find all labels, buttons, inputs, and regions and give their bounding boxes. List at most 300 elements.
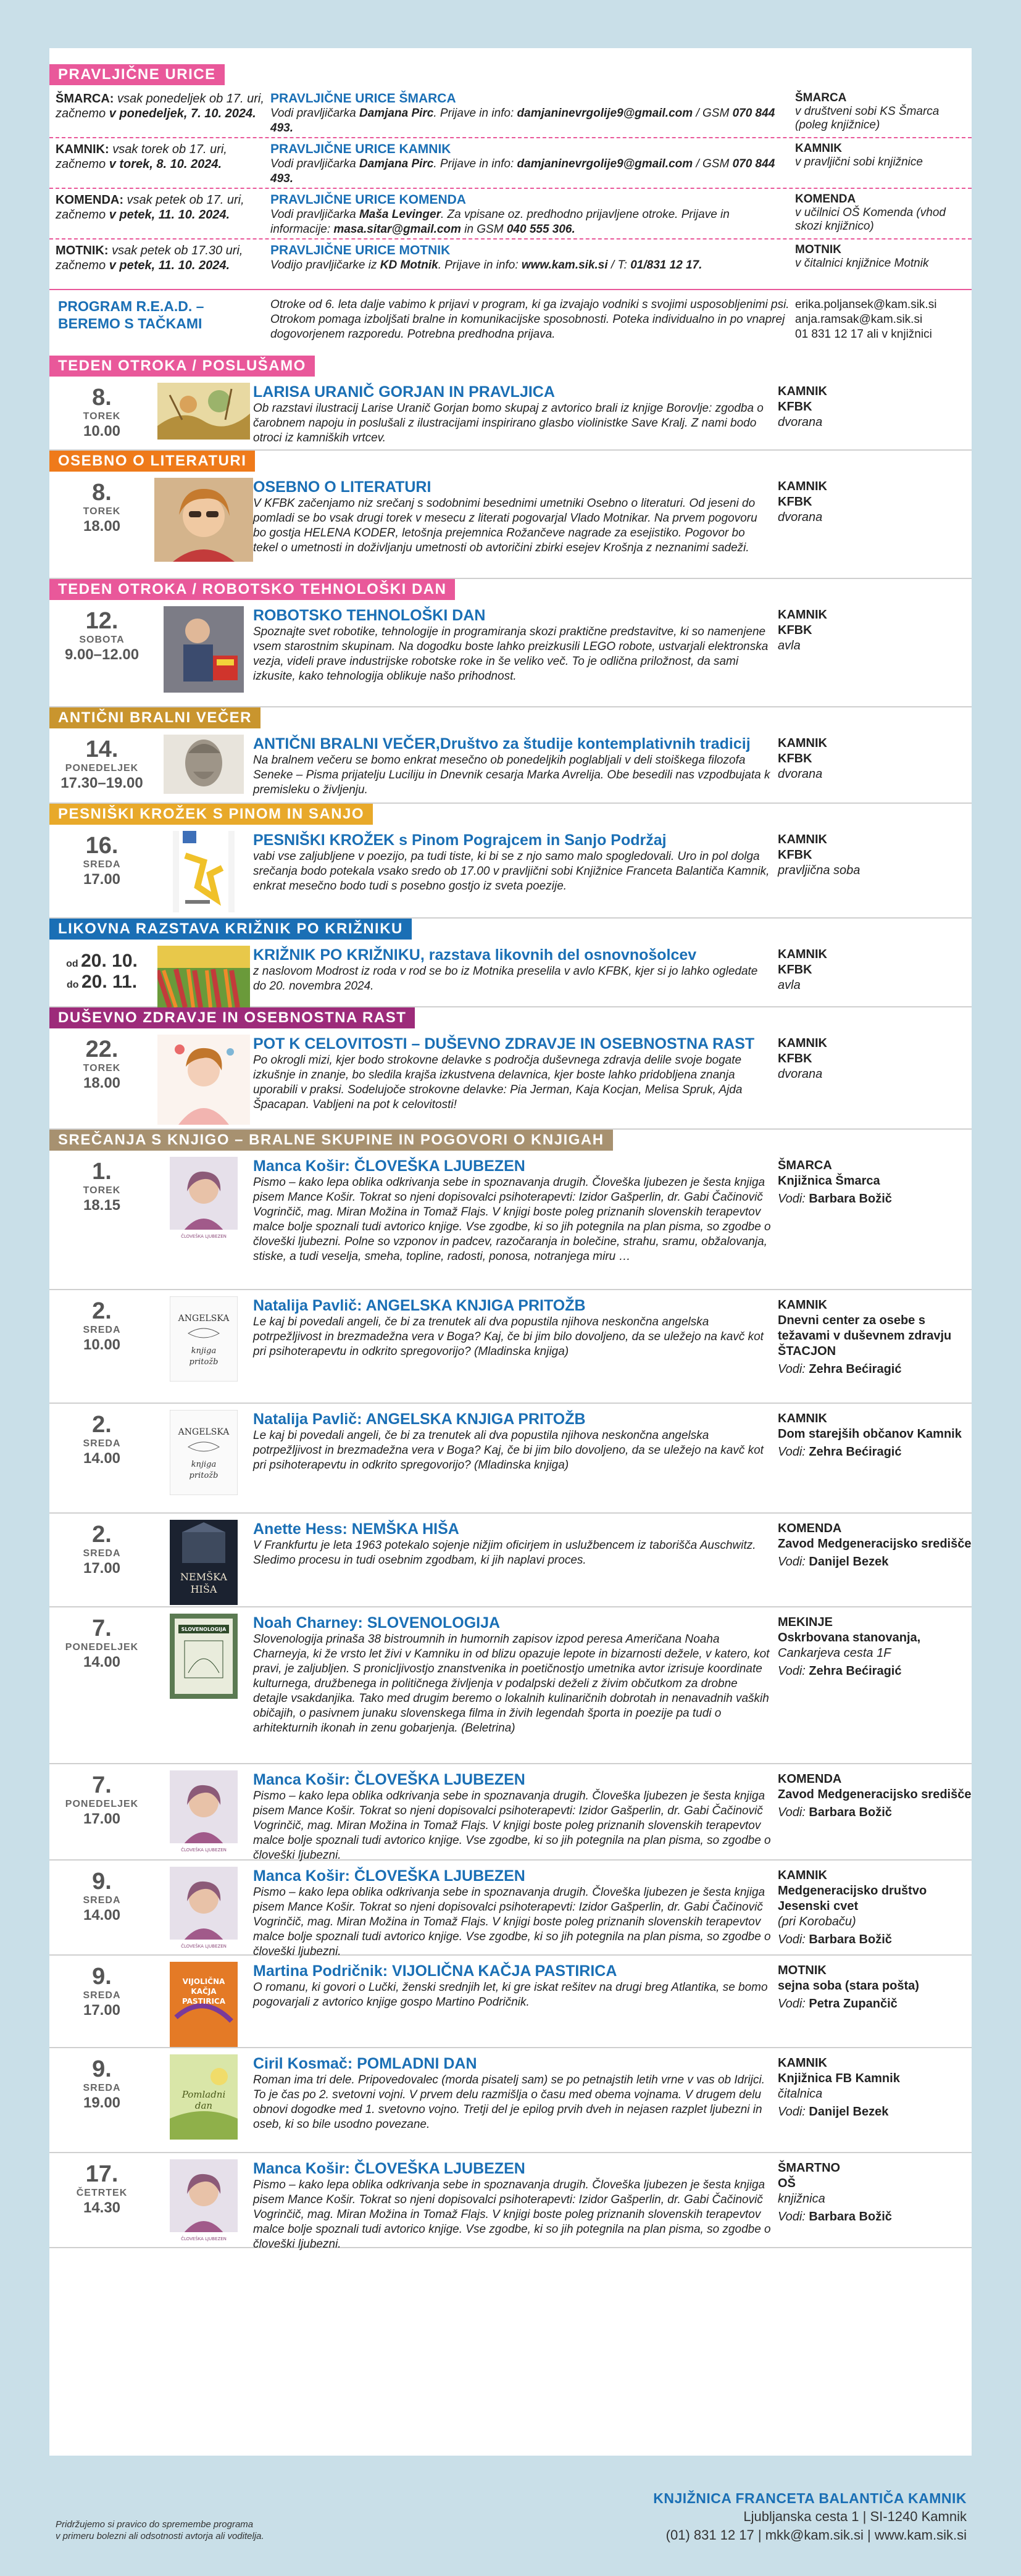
from-date: 20. 10.	[81, 951, 138, 971]
from-label: od	[66, 959, 78, 969]
event-image	[154, 1028, 253, 1128]
read-contact-email-1[interactable]: erika.poljansek@kam.sik.si	[795, 298, 937, 311]
event-row	[49, 2048, 972, 2153]
place-venue: sejna soba (stara pošta)	[778, 1979, 919, 1993]
event-description: Slovenologija prinaša 38 bistroumnih in humornih zapisov izpod peresa Američana Noaha Charneyja, ki že vrsto let živi v Kamniku in od blizu opazuje lepote in bizarnosti dežele, v katero, kot pravi, je zaljubljen. S pronicljivostjo znanstvenika in poetičnostjo umetnika avtor izrisuje koordinate kulturnega, družbenega in političnega življenja v podalpski deželi z živim občutkom za drobne detajle vsakdanjika. Tako med drugim beremo o lokalnih kulinaričnih dobrotah in nenavadnih vaških običajih, o pasivnem junaku slovenskega filma in živih legendah športa in poezije pa tudi o arhitekturnih ikonah in zenu gobarjenja. (Beletrina)	[253, 1633, 770, 1735]
host-name: Zehra Bećiragić	[809, 1445, 902, 1459]
event-time: 18.00	[83, 518, 121, 535]
place-room: dvorana	[778, 415, 823, 429]
schedule-start: v ponedeljek, 7. 10. 2024.	[109, 107, 256, 120]
place-venue: Knjižnica FB Kamnik	[778, 2072, 900, 2085]
event-time: 19.00	[83, 2095, 121, 2111]
info-text-3: / GSM	[693, 107, 733, 120]
event-day: 9.	[92, 1964, 112, 1990]
event-title: Manca Košir: ČLOVEŠKA LJUBEZEN	[253, 1157, 525, 1175]
event-place	[778, 1028, 972, 1128]
pravljicne-title: PRAVLJIČNE URICE MOTNIK	[270, 243, 451, 257]
event-place	[778, 1514, 972, 1606]
program-page	[49, 48, 972, 2456]
schedule-start: v petek, 11. 10. 2024.	[109, 259, 230, 272]
event-description: Pismo – kako lepa oblika odkrivanja sebe in spoznavanja drugih. Človeška ljubezen je šesta knjiga pisem Mance Košir. Tokrat so njeni dopisovalci psihoterapevti: Izidor Gašperlin, dr. Gabi Čačinovič Vogrinčič, mag. Miran Možina in Tomaž Flajs. V knjigi boste poleg priznanih slovenskih terapevtov malce bolje spoznali tudi avtorico knjige. Vse zgodbe, ki so jih potegnila na plan pisma, so zgodbe o človeški ljubezni.	[253, 1886, 771, 1958]
event-host	[778, 1191, 972, 1207]
event-place	[778, 825, 972, 917]
info-text-3: in GSM	[460, 223, 507, 236]
event-description: Le kaj bi povedali angeli, če bi za trenutek ali dva popustila njihova neskončna angelska potrpežljivost in brezmadežna vera v Boga? Kaj, če bi jim bilo dovoljeno, da se uležejo na kavč kot pri psihoterapevtu in odkrito spregovorijo? (Mladinska knjiga)	[253, 1315, 764, 1358]
event-day: 2.	[92, 1522, 112, 1548]
info-text-2: . Za vpisane oz. predhodno prijavljene otroke. Prijave in informacije:	[270, 208, 730, 236]
event-description: V KFBK začenjamo niz srečanj s sodobnimi besednimi umetniki Osebno o literaturi. Od jeseni do pomladi se bo vsak drugi torek v mesecu z literati pogovarjal Vlado Motnikar. Na prvem pogovoru bo gostja HELENA KODER, letošnja prejemnica Rožančeve nagrade za esejistiko. Pogovor bo tekel o umetnosti in doživljanju umetnosti ob avtoričini zbirki esejev Krošnja z neznanimi sadeži.	[253, 497, 757, 554]
pravljicne-title: PRAVLJIČNE URICE ŠMARCA	[270, 91, 456, 106]
place-venue: Knjižnica Šmarca	[778, 1174, 880, 1188]
event-date	[49, 1607, 154, 1763]
event-day: 1.	[92, 1159, 112, 1185]
host-label: Vodi:	[778, 1997, 809, 2011]
place-venue: Dnevni center za osebe s težavami v duševnem zdravju ŠTACJON	[778, 1314, 952, 1358]
section-header: TEDEN OTROKA / ROBOTSKO TEHNOLOŠKI DAN	[49, 579, 455, 600]
event-row	[49, 600, 972, 707]
place-venue: KFBK	[778, 752, 812, 765]
event-time: 18.15	[83, 1197, 121, 1214]
host-name: Barbara Božič	[809, 1192, 892, 1206]
location-room: v društveni sobi KS Šmarca (poleg knjižnice)	[795, 105, 940, 131]
event-image	[154, 2153, 253, 2247]
event-description: vabi vse zaljubljene v poezijo, pa tudi tiste, ki bi se z njo samo malo spogledovali. Uro in pol dolga srečanja bodo potekala vsako sredo ob 17.00 v pravljični sobi Knjižnice Franceta Balantiča Kamnik, enkrat mesečno bodo tudi s posebno gostjo iz sveta poezije.	[253, 850, 770, 893]
place-town: KAMNIK	[778, 1869, 827, 1882]
host-label: Vodi:	[778, 1806, 809, 1819]
to-label: do	[66, 980, 79, 990]
event-weekday: ČETRTEK	[76, 2188, 128, 2198]
event-row	[49, 1028, 972, 1130]
event-title: POT K CELOVITOSTI – DUŠEVNO ZDRAVJE IN OSEBNOSTNA RAST	[253, 1035, 755, 1052]
svg-text:knjiga: knjiga	[191, 1460, 217, 1469]
event-row	[49, 377, 972, 451]
info-phone: 040 555 306.	[506, 223, 575, 236]
event-row	[49, 1151, 972, 1290]
svg-text:NEMŠKA: NEMŠKA	[180, 1571, 227, 1583]
host-name: Barbara Božič	[809, 1806, 892, 1819]
event-body	[253, 1514, 778, 1606]
svg-text:knjiga: knjiga	[191, 1346, 217, 1356]
event-section	[49, 804, 972, 919]
event-date	[49, 1151, 154, 1289]
info-phone: 01/831 12 17.	[630, 259, 702, 272]
place-venue: OŠ	[778, 2177, 796, 2190]
place-venue: KFBK	[778, 495, 812, 509]
event-time: 10.00	[83, 1336, 121, 1353]
host-label: Vodi:	[778, 2210, 809, 2224]
svg-text:PASTIRICA: PASTIRICA	[181, 1997, 226, 2006]
host-label: Vodi:	[778, 1362, 809, 1376]
event-body	[253, 1607, 778, 1763]
event-place	[778, 1290, 972, 1403]
pravljicne-info	[265, 91, 790, 137]
host-name: Danijel Bezek	[809, 2105, 889, 2119]
read-contact-email-2[interactable]: anja.ramsak@kam.sik.si	[795, 313, 923, 326]
info-person: Damjana Pirc	[359, 107, 434, 120]
pravljicne-schedule	[49, 91, 265, 137]
schedule-place: ŠMARCA:	[56, 92, 114, 106]
event-host	[778, 1996, 972, 2012]
event-body	[253, 2048, 778, 2152]
svg-text:SLOVENOLOGIJA: SLOVENOLOGIJA	[181, 1627, 227, 1632]
svg-text:ČLOVEŠKA LJUBEZEN: ČLOVEŠKA LJUBEZEN	[181, 1848, 227, 1853]
place-room: pravljična soba	[778, 864, 861, 877]
location-room: v čitalnici knjižnice Motnik	[795, 257, 929, 270]
read-text: Otroke od 6. leta dalje vabimo k prijavi v program, ki ga izvajajo vodniki s svojimi usposobljenimi psi. Otrokom pomaga izboljšati bralne in komunikacijske sposobnosti. Poteka individualno in po vnaprej dogovorjenem razporedu. Potrebna predhodna prijava.	[270, 298, 790, 341]
event-date	[49, 472, 154, 578]
info-text-2: . Prijave in info:	[433, 157, 517, 170]
host-name: Danijel Bezek	[809, 1555, 889, 1569]
event-body	[253, 1151, 778, 1289]
place-town: KAMNIK	[778, 480, 827, 493]
event-day: 12.	[85, 608, 119, 634]
event-day: 2.	[92, 1298, 112, 1324]
event-image	[154, 1861, 253, 1954]
host-label: Vodi:	[778, 1445, 809, 1459]
svg-text:pritožb: pritožb	[189, 1357, 219, 1367]
event-title: Natalija Pavlič: ANGELSKA KNJIGA PRITOŽB	[253, 1297, 586, 1314]
event-time: 18.00	[83, 1075, 121, 1091]
event-image	[154, 1956, 253, 2047]
event-body	[253, 377, 778, 449]
event-image	[154, 1514, 253, 1606]
place-town: KOMENDA	[778, 1522, 842, 1535]
pravljicne-info	[265, 243, 790, 289]
place-room: dvorana	[778, 767, 823, 781]
event-row	[49, 825, 972, 919]
section-header: SREČANJA S KNJIGO – BRALNE SKUPINE IN POGOVORI O KNJIGAH	[49, 1130, 613, 1151]
event-title: OSEBNO O LITERATURI	[253, 478, 431, 496]
event-place	[778, 2048, 972, 2152]
footer-note	[56, 2519, 264, 2542]
event-row	[49, 1514, 972, 1607]
event-description: Pismo – kako lepa oblika odkrivanja sebe in spoznavanja drugih. Človeška ljubezen je šesta knjiga pisem Mance Košir. Tokrat so njeni dopisovalci psihoterapevti: Izidor Gašperlin, dr. Gabi Čačinovič Vogrinčič, mag. Miran Možina in Tomaž Flajs. V knjigi boste poleg priznanih slovenskih terapevtov malce bolje spoznali tudi avtorico knjige. Vse zgodbe, ki so jih potegnila na plan pisma, so zgodbe o človeški ljubezni.	[253, 2178, 771, 2251]
event-description: z naslovom Modrost iz roda v rod se bo iz Motnika preselila v avlo KFBK, kjer si jo lahko ogledate do 20. novembra 2024.	[253, 965, 758, 993]
event-host	[778, 1554, 972, 1570]
svg-text:dan: dan	[194, 2100, 213, 2111]
place-venue: Dom starejših občanov Kamnik	[778, 1427, 962, 1441]
event-day: 14.	[85, 736, 119, 762]
event-title: KRIŽNIK PO KRIŽNIKU, razstava likovnih del osnovnošolcev	[253, 946, 697, 964]
location-name: MOTNIK	[795, 243, 841, 256]
event-time: 17.00	[83, 2002, 121, 2019]
svg-text:ČLOVEŠKA LJUBEZEN: ČLOVEŠKA LJUBEZEN	[181, 1234, 227, 1239]
schedule-start: v petek, 11. 10. 2024.	[109, 208, 230, 222]
event-body	[253, 600, 778, 706]
event-title: ANTIČNI BRALNI VEČER,Društvo za študije kontemplativnih tradicij	[253, 735, 751, 752]
event-host	[778, 1805, 972, 1820]
event-row	[49, 1764, 972, 1861]
host-label: Vodi:	[778, 1192, 809, 1206]
event-place	[778, 600, 972, 706]
event-sections	[49, 356, 972, 2251]
event-host	[778, 1444, 972, 1460]
section-header: TEDEN OTROKA / POSLUŠAMO	[49, 356, 315, 377]
place-room: Cankarjeva cesta 1F	[778, 1646, 891, 1660]
event-place	[778, 1607, 972, 1763]
event-description: Po okrogli mizi, kjer bodo strokovne delavke s področja duševnega zdravja delile svoje bogate izkušnje in znanje, bo sledila krajša izkustvena delavnica, kjer boste lahko pridobljena znanja uporabili v praksi. Sodelujoče strokovne delavke: Pia Jerman, Kaja Kocjan, Melisa Spruk, Ajda Špacapan. Vabljeni na pot k celovitosti!	[253, 1054, 743, 1111]
read-title: PROGRAM R.E.A.D. – BEREMO S TAČKAMI	[58, 298, 204, 331]
event-body	[253, 825, 778, 917]
event-host	[778, 2209, 972, 2225]
event-time: 17.30–19.00	[60, 775, 143, 791]
section-header: OSEBNO O LITERATURI	[49, 451, 255, 472]
place-town: KAMNIK	[778, 1412, 827, 1425]
event-weekday: SREDA	[83, 2083, 121, 2093]
location-room: v pravljični sobi knjižnice	[795, 156, 923, 169]
info-email[interactable]: damjaninevrgolije9@gmail.com	[517, 107, 693, 120]
pravljicne-schedule	[49, 243, 265, 289]
info-person: Damjana Pirc	[359, 157, 434, 170]
host-name: Petra Zupančič	[809, 1997, 898, 2011]
event-image	[154, 1607, 253, 1763]
event-title: Natalija Pavlič: ANGELSKA KNJIGA PRITOŽB	[253, 1411, 586, 1428]
event-date	[49, 1764, 154, 1859]
schedule-start: v torek, 8. 10. 2024.	[109, 157, 222, 171]
event-row	[49, 1607, 972, 1764]
event-place	[778, 728, 972, 802]
place-room: knjižnica	[778, 2192, 825, 2206]
section-header: PESNIŠKI KROŽEK S PINOM IN SANJO	[49, 804, 373, 825]
event-title: Manca Košir: ČLOVEŠKA LJUBEZEN	[253, 2160, 525, 2177]
event-title: PESNIŠKI KROŽEK s Pinom Pograjcem in Sanjo Podržaj	[253, 832, 667, 849]
event-body	[253, 1861, 778, 1958]
event-day: 2.	[92, 1412, 112, 1438]
svg-text:ČLOVEŠKA LJUBEZEN: ČLOVEŠKA LJUBEZEN	[181, 1944, 227, 1949]
library-contact[interactable]: (01) 831 12 17 | mkk@kam.sik.si | www.kam.sik.si	[665, 2527, 967, 2543]
info-email[interactable]: damjaninevrgolije9@gmail.com	[517, 157, 693, 170]
event-day: 9.	[92, 1869, 112, 1894]
svg-text:pritožb: pritožb	[189, 1471, 219, 1480]
host-label: Vodi:	[778, 2105, 809, 2119]
event-time: 17.00	[83, 871, 121, 888]
event-date	[49, 1404, 154, 1512]
pravljicne-row	[49, 88, 972, 138]
event-row	[49, 1290, 972, 1404]
info-phone: 070 844 493.	[270, 107, 775, 135]
event-image	[154, 825, 253, 917]
event-description: Le kaj bi povedali angeli, če bi za trenutek ali dva popustila njihova neskončna angelska potrpežljivost in brezmadežna vera v Boga? Kaj, če bi jim bilo dovoljeno, da se uležejo na kavč kot pri psihoterapevtu in odkrito spregovorijo? (Mladinska knjiga)	[253, 1429, 764, 1472]
svg-text:VIJOLIČNA: VIJOLIČNA	[182, 1977, 225, 1986]
read-contact	[790, 298, 972, 356]
event-weekday: PONEDELJEK	[65, 1642, 139, 1653]
place-venue: KFBK	[778, 963, 812, 977]
info-text-3: / GSM	[693, 157, 733, 170]
event-description: Na bralnem večeru se bomo enkrat mesečno ob ponedeljkih poglabljali v deli stoiškega filozofa Seneke – Pisma prijatelju Luciliju in Dnevnik cesarja Marka Avrelija. Obe besedili nas vzpodbujata k premisleku o življenju.	[253, 754, 770, 796]
event-row	[49, 2153, 972, 2251]
event-day: 7.	[92, 1615, 112, 1641]
event-date	[49, 1861, 154, 1954]
event-time: 14.00	[83, 1654, 121, 1670]
footer-note-line-1: Pridržujemo si pravico do spremembe programa	[56, 2519, 254, 2530]
event-image	[154, 2048, 253, 2152]
svg-text:ANGELSKA: ANGELSKA	[178, 1314, 230, 1323]
schedule-text: vsak ponedeljek ob 17. uri, začnemo	[56, 92, 264, 120]
host-name: Barbara Božič	[809, 1933, 892, 1946]
location-room: v učilnici OŠ Komenda (vhod skozi knjižnico)	[795, 206, 946, 233]
event-body	[253, 1764, 778, 1862]
event-row	[49, 728, 972, 804]
event-place	[778, 472, 972, 578]
location-name: ŠMARCA	[795, 91, 847, 104]
event-row	[49, 1956, 972, 2048]
event-weekday: TOREK	[83, 411, 121, 422]
event-weekday: SREDA	[83, 1990, 121, 2001]
event-title: Ciril Kosmač: POMLADNI DAN	[253, 2055, 477, 2072]
event-title: Noah Charney: SLOVENOLOGIJA	[253, 1614, 501, 1632]
pravljicne-schedule	[49, 142, 265, 188]
host-name: Zehra Bećiragić	[809, 1362, 902, 1376]
section-header: DUŠEVNO ZDRAVJE IN OSEBNOSTNA RAST	[49, 1007, 415, 1028]
schedule-place: KOMENDA:	[56, 193, 123, 207]
place-town: KOMENDA	[778, 1772, 842, 1786]
event-image	[154, 472, 253, 578]
event-day: 8.	[92, 480, 112, 506]
event-section	[49, 1130, 972, 2251]
schedule-text: vsak petek ob 17.30 uri, začnemo	[56, 244, 243, 272]
event-host	[778, 1932, 972, 1948]
info-text-1: Vodi pravljičarka	[270, 157, 359, 170]
event-day: 17.	[85, 2161, 119, 2187]
event-place	[778, 1404, 972, 1512]
event-title: ROBOTSKO TEHNOLOŠKI DAN	[253, 607, 486, 624]
event-section	[49, 707, 972, 804]
pravljicne-row	[49, 138, 972, 189]
place-town: MOTNIK	[778, 1964, 827, 1977]
event-section	[49, 1007, 972, 1130]
event-description: V Frankfurtu je leta 1963 potekalo sojenje nižjim oficirjem in uslužbencem iz taborišča Auschwitz. Sledimo procesu in tudi osebnim zgodbam, ki jih naplavi proces.	[253, 1539, 756, 1567]
event-weekday: PONEDELJEK	[65, 763, 139, 773]
place-town: MEKINJE	[778, 1615, 833, 1629]
svg-text:ANGELSKA: ANGELSKA	[178, 1427, 230, 1437]
info-email[interactable]: masa.sitar@gmail.com	[333, 223, 461, 236]
event-image	[154, 940, 253, 1006]
svg-text:ČLOVEŠKA LJUBEZEN: ČLOVEŠKA LJUBEZEN	[181, 2236, 227, 2241]
place-venue: Zavod Medgeneracijsko središče	[778, 1788, 972, 1801]
event-weekday: SREDA	[83, 1895, 121, 1906]
event-weekday: SOBOTA	[79, 635, 125, 645]
footer-note-line-2: v primeru bolezni ali odsotnosti avtorja ali voditelja.	[56, 2531, 264, 2541]
event-image	[154, 1404, 253, 1512]
pravljicne-row	[49, 189, 972, 240]
event-host	[778, 1362, 972, 1377]
pravljicne-info	[265, 193, 790, 238]
pravljicne-schedule	[49, 193, 265, 238]
event-body	[253, 1404, 778, 1512]
event-image	[154, 1764, 253, 1859]
to-date: 20. 11.	[81, 972, 138, 992]
event-description: Roman ima tri dele. Pripovedovalec (morda pisatelj sam) se po petnajstih letih vrne v vas ob Idrijci. To je čas po 2. svetovni vojni. V prvem delu razmišlja o času med obema vojnama. V drugem delu obnovi dogodke med 1. svetovno vojno. Tretji del je epilog prvih dveh in nejasen razplet ljubezni in oseb, ki so bile usodno povezane.	[253, 2074, 765, 2131]
info-person: Maša Levinger	[359, 208, 441, 221]
event-title: Manca Košir: ČLOVEŠKA LJUBEZEN	[253, 1867, 525, 1885]
place-venue: KFBK	[778, 848, 812, 862]
info-email[interactable]: www.kam.sik.si	[521, 259, 608, 272]
pravljicne-location	[790, 91, 972, 137]
schedule-place: KAMNIK:	[56, 143, 109, 156]
info-person: KD Motnik	[380, 259, 438, 272]
place-town: KAMNIK	[778, 948, 827, 961]
event-description: Pismo – kako lepa oblika odkrivanja sebe in spoznavanja drugih. Človeška ljubezen je šesta knjiga pisem Mance Košir. Tokrat so njeni dopisovalci psihoterapevti: Izidor Gašperlin, dr. Gabi Čačinovič Vogrinčič, mag. Miran Možina in Tomaž Flajs. V knjigi boste poleg priznanih slovenskih terapevtov malce bolje spoznali tudi avtorico knjige. Vse zgodbe, ki so jih potegnila na plan pisma, so zgodbe o človeški ljubezni.	[253, 1790, 771, 1862]
event-day: 16.	[85, 833, 119, 859]
event-place	[778, 1764, 972, 1859]
library-address: Ljubljanska cesta 1 | SI-1240 Kamnik	[743, 2509, 967, 2524]
event-weekday: SREDA	[83, 1438, 121, 1449]
event-description: O romanu, ki govori o Lučki, ženski srednjih let, ki gre iskat rešitev na drugi breg Atlantika, se bomo pogovarjali z avtorico knjige gospo Martino Podričnik.	[253, 1981, 768, 2009]
event-body	[253, 472, 778, 578]
event-description: Spoznajte svet robotike, tehnologije in programiranja skozi praktične predstavitve, ki so namenjene vsem starostnim skupinam. Na dogodku boste lahko preizkusili LEGO robote, ustvarjali elektronska vezja, videli prave industrijske robotske roke in še veliko več. To je odlična priložnost, da sami izkusite, kako tehnologija oblikuje našo prihodnost.	[253, 625, 769, 683]
event-day: 7.	[92, 1772, 112, 1798]
place-town: KAMNIK	[778, 385, 827, 398]
event-row	[49, 1861, 972, 1956]
event-place	[778, 1956, 972, 2047]
place-venue: KFBK	[778, 400, 812, 414]
event-time: 14.30	[83, 2199, 121, 2216]
event-image	[154, 600, 253, 706]
event-weekday: TOREK	[83, 1185, 121, 1196]
event-row	[49, 472, 972, 579]
event-section	[49, 579, 972, 707]
svg-text:Pomladni: Pomladni	[181, 2089, 226, 2100]
event-image	[154, 1290, 253, 1403]
place-venue: KFBK	[778, 1052, 812, 1065]
place-room: dvorana	[778, 511, 823, 524]
place-town: KAMNIK	[778, 736, 827, 750]
event-date	[49, 2153, 154, 2247]
library-name: KNJIŽNICA FRANCETA BALANTIČA KAMNIK	[653, 2490, 967, 2506]
event-body	[253, 1956, 778, 2047]
event-time: 17.00	[83, 1811, 121, 1827]
section-header-pravljicne: PRAVLJIČNE URICE	[49, 64, 225, 85]
event-date	[49, 2048, 154, 2152]
event-place	[778, 1151, 972, 1289]
pravljicne-info	[265, 142, 790, 188]
event-description: Ob razstavi ilustracij Larise Uranič Gorjan bomo skupaj z avtorico brali iz knjige Borovlje: zgodba o čarobnem napoju in poslušali z ilustracijami inspirirano glasbo violinistke Save Kralj. Z nami bodo otroci iz kamniških vrtcev.	[253, 402, 764, 444]
place-town: ŠMARCA	[778, 1159, 832, 1172]
section-header: LIKOVNA RAZSTAVA KRIŽNIK PO KRIŽNIKU	[49, 919, 412, 940]
info-text-1: Vodi pravljičarka	[270, 107, 359, 120]
place-town: KAMNIK	[778, 1036, 827, 1050]
event-title: Anette Hess: NEMŠKA HIŠA	[253, 1520, 459, 1538]
event-day: 8.	[92, 385, 112, 411]
schedule-text: vsak torek ob 17. uri, začnemo	[56, 143, 227, 171]
schedule-place: MOTNIK:	[56, 244, 109, 257]
event-body	[253, 1028, 778, 1128]
event-time: 9.00–12.00	[64, 646, 140, 663]
svg-text:KAČJA: KAČJA	[191, 1987, 217, 1996]
event-time: 17.00	[83, 1560, 121, 1577]
info-text-1: Vodijo pravljičarke iz	[270, 259, 380, 272]
schedule-text: vsak petek ob 17. uri, začnemo	[56, 193, 244, 222]
event-day: 22.	[85, 1036, 119, 1062]
event-date-range	[49, 940, 154, 1006]
event-section	[49, 451, 972, 579]
event-weekday: PONEDELJEK	[65, 1799, 139, 1809]
pravljicne-location	[790, 193, 972, 238]
event-host	[778, 2104, 972, 2120]
pravljicne-row	[49, 240, 972, 290]
event-date	[49, 1028, 154, 1128]
place-town: KAMNIK	[778, 2056, 827, 2070]
event-row	[49, 940, 972, 1007]
location-name: KOMENDA	[795, 193, 856, 206]
place-venue: Oskrbovana stanovanja,	[778, 1631, 921, 1644]
event-body	[253, 940, 778, 1006]
event-weekday: SREDA	[83, 1325, 121, 1335]
event-date	[49, 728, 154, 802]
info-text-3: / T:	[607, 259, 631, 272]
event-date	[49, 1514, 154, 1606]
info-phone: 070 844 493.	[270, 157, 775, 185]
